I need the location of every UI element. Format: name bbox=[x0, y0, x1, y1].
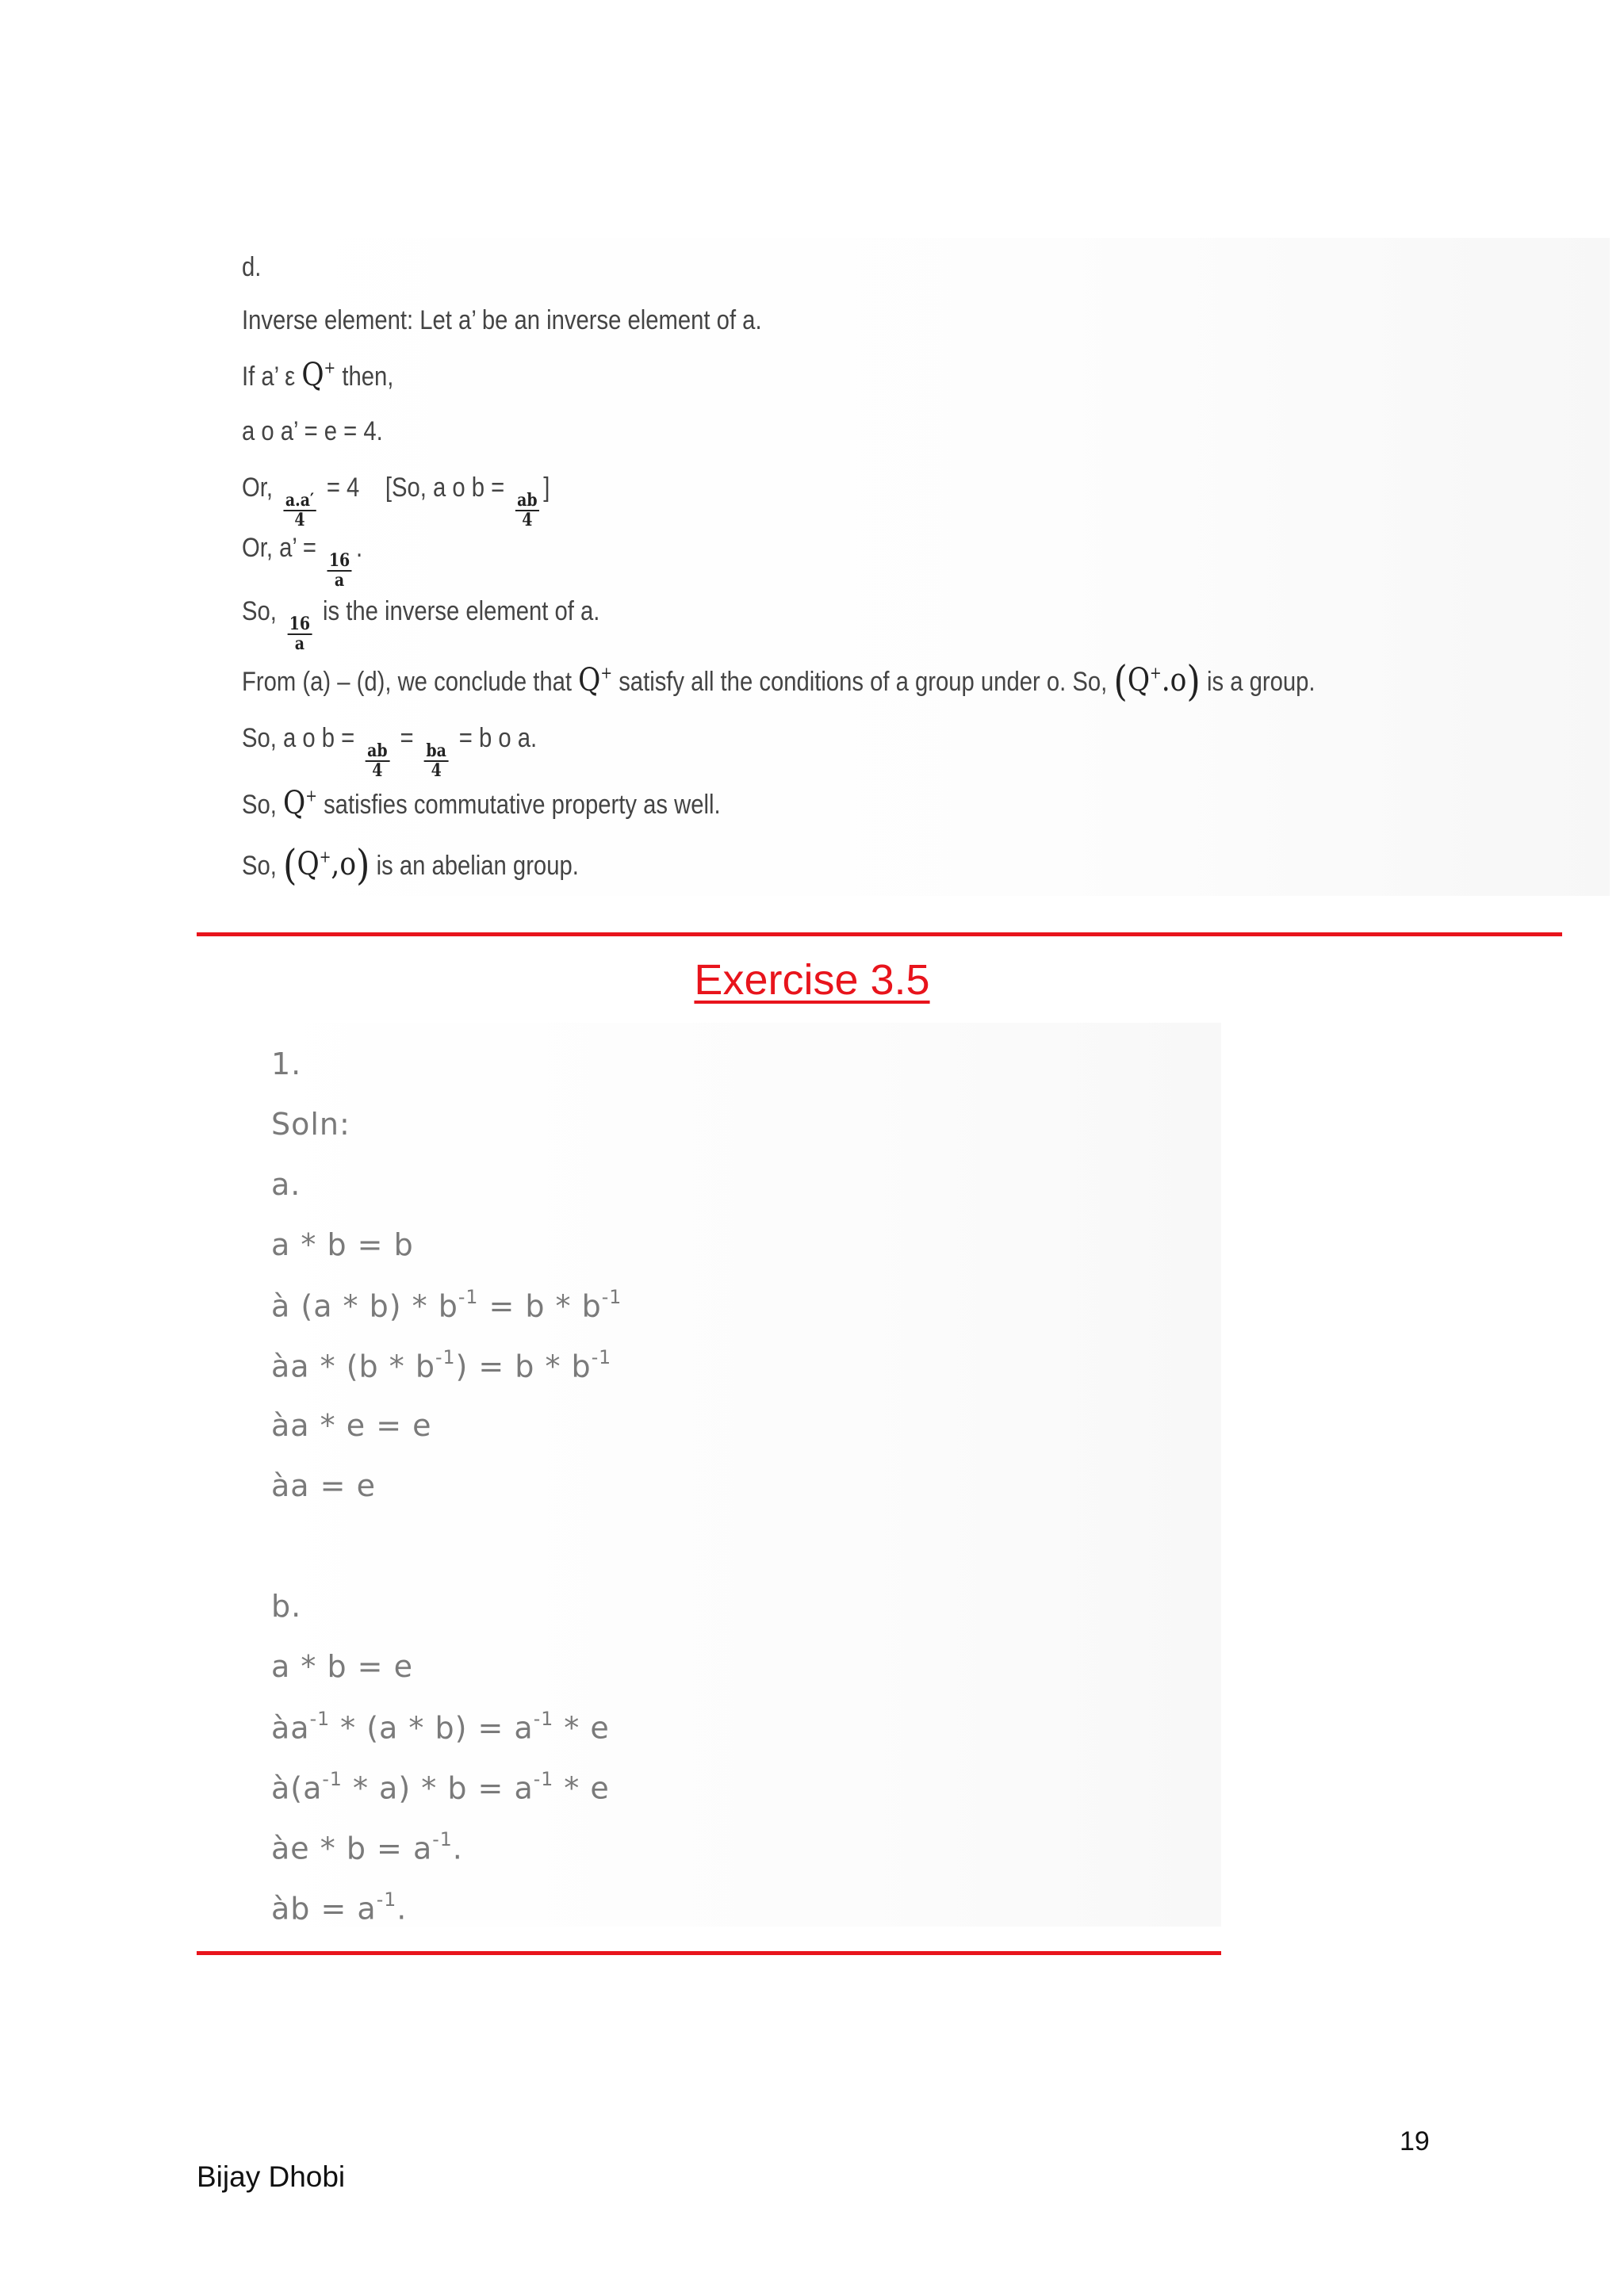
author-name: Bijay Dhobi bbox=[197, 2160, 346, 2193]
line-or-1: Or, $\frac{a.a'}{4}$ = 4 [So, a o b = $\frac{ab}{4}$ ] bbox=[242, 473, 550, 531]
line-commutative-2: So, Q+ satisfies commutative property as well. bbox=[242, 785, 721, 821]
part-b-line-4: àe * $b = a^{-1}$. bbox=[271, 1828, 463, 1866]
line-inverse-intro: Inverse element: Let a’ be an inverse element of a. bbox=[242, 305, 762, 335]
part-a-line-1: a * b = b bbox=[271, 1227, 414, 1262]
divider-bottom bbox=[197, 1951, 1221, 1955]
line-commutative-1: So, a o b = $\frac{ab}{4}$ = $\frac{ba}{4}$ = b o a. bbox=[242, 723, 538, 782]
fraction: $\frac{ba}{4}$ bbox=[424, 742, 449, 780]
part-b-line-3: $à(a^{-1} * a) * b = a^{-1} * e$ bbox=[271, 1768, 610, 1806]
line-from-a-d: From (a) – (d), we conclude that Q+ satisfy all the conditions of a group under o. So, (Q+.o) is a group. bbox=[242, 658, 1316, 706]
soln-label: Soln: bbox=[271, 1107, 350, 1142]
line-so-inverse: So, $\frac{16}{a}$ is the inverse element of a. bbox=[242, 596, 600, 655]
line-or-2: Or, a’ = $\frac{16}{a}$ . bbox=[242, 533, 363, 591]
part-b-line-2: $àa^{-1} * (a * b) = a^{-1} * e$ bbox=[271, 1708, 610, 1746]
part-a-label: a. bbox=[271, 1167, 301, 1202]
fraction: $\frac{ab}{4}$ bbox=[515, 492, 539, 530]
part-a-line-2: à $(a * b) * b^{-1} = b * b^{-1}$ bbox=[271, 1286, 622, 1324]
divider-top bbox=[197, 932, 1562, 936]
fraction: $\frac{16}{a}$ bbox=[327, 552, 351, 590]
page-number: 19 bbox=[1400, 2126, 1430, 2156]
line-abelian: So, (Q+,o) is an abelian group. bbox=[242, 842, 579, 890]
line-aoa: a o a’ = e = 4. bbox=[242, 416, 383, 446]
fraction: $\frac{16}{a}$ bbox=[287, 615, 312, 653]
fraction: $\frac{ab}{4}$ bbox=[366, 742, 390, 780]
part-b-line-5: àb = $a^{-1}$. bbox=[271, 1888, 408, 1927]
fraction: $\frac{a.a'}{4}$ bbox=[283, 492, 316, 530]
part-b-line-1: a * b = e bbox=[271, 1649, 413, 1684]
part-a-line-3: àa * $(b * b^{-1}) = b * b^{-1}$ bbox=[271, 1346, 612, 1384]
part-b-label: b. bbox=[271, 1589, 302, 1624]
part-a-line-4: àa * e = e bbox=[271, 1408, 432, 1443]
exercise-heading: Exercise 3.5 bbox=[694, 956, 930, 1004]
exercise-number: 1. bbox=[271, 1047, 302, 1081]
part-a-line-5: àa = e bbox=[271, 1468, 376, 1503]
line-d-label: d. bbox=[242, 252, 262, 282]
line-if-q-plus: If a’ ε Q+ then, bbox=[242, 357, 394, 393]
